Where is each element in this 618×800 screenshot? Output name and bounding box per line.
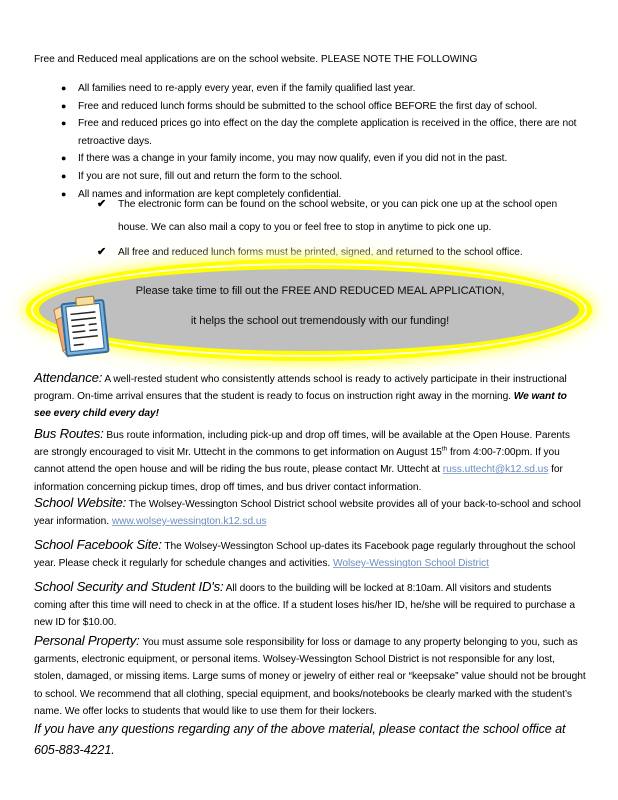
section-emphasis: We want to see every child every day! [34, 391, 567, 420]
check-icon: ✔ [97, 246, 107, 258]
list-item [34, 193, 574, 239]
list-item-text: Free and reduced prices go into effect on the day the complete application is received in the office, there are not retroactive days. [78, 118, 577, 147]
callout-line-1: Please take time to fill out the FREE AND REDUCED MEAL APPLICATION, [135, 285, 505, 297]
section-body: Bus route information, including pick-up and drop off times, will be available at the Open House. Parents are strongly encouraged to visit Mr. Uttecht in the commons to get information on August 15 [34, 430, 570, 459]
meal-application-callout [26, 259, 592, 361]
section-personal-property [34, 632, 586, 720]
bullet-icon: ● [61, 118, 67, 129]
section-body: The Wolsey-Wessington School up-dates its Facebook page regularly throughout the school year. Please check it regularly for schedule changes and activities. [34, 541, 576, 570]
section-bus-routes [34, 425, 586, 496]
section-school-website [34, 494, 586, 530]
section-heading: Attendance: [34, 370, 103, 385]
facebook-link[interactable]: Wolsey-Wessington School District [332, 558, 489, 570]
section-body: All doors to the building will be locked at 8:10am. All visitors and students coming after this time will need to check in at the office. If a student loses his/her ID, he/she will be required to purchase a new ID for $10.00. [34, 583, 575, 629]
section-heading: School Facebook Site: [34, 537, 162, 552]
closing-paragraph: If you have any questions regarding any of the above material, please contact the school office at 605-883-4221. [34, 722, 566, 757]
date-superscript: th [441, 445, 448, 453]
list-item [34, 168, 586, 186]
list-item-text: The electronic form can be found on the school website, or you can pick one up at the school open house. We can also mail a copy to you or feel free to stop in anytime to pick one up. [118, 199, 558, 233]
section-body: You must assume sole responsibility for loss or damage to any property belonging to you, such as garments, electronic equipment, or personal items. Wolsey-Wessington School District is not responsible for any lost, stolen, damaged, or missing items. Large sums of money or jewelry of either real or “keepsake” value should not be brought to school. We recommend that all clothing, special equipment, and books/notebooks be clearly marked with the student’s name. We offer locks to students that would like to use them for their lockers. [34, 637, 586, 717]
section-school-facebook [34, 536, 586, 572]
bullet-icon: ● [61, 100, 67, 111]
list-item-text: If there was a change in your family income, you may now qualify, even if you did not in the past. [78, 153, 508, 165]
bullet-icon: ● [61, 170, 67, 181]
section-attendance [34, 369, 586, 423]
section-heading: Personal Property: [34, 633, 140, 648]
website-link[interactable]: www.wolsey-wessington.k12.sd.us [111, 516, 267, 528]
section-heading: School Security and Student ID's: [34, 579, 224, 594]
list-item [34, 98, 586, 116]
list-item [34, 150, 586, 168]
list-item-text: All names and information are kept completely confidential. [78, 188, 342, 200]
list-item-text: All families need to re-apply every year, even if the family qualified last year. [78, 83, 416, 94]
bullet-icon: ● [61, 83, 67, 93]
section-school-security [34, 578, 586, 632]
bullet-icon: ● [61, 188, 67, 199]
list-item-text: If you are not sure, fill out and return the form to the school. [78, 170, 343, 182]
section-body-3: for information concerning pickup times, drop off times, and bus driver contact information. [34, 464, 563, 493]
section-heading: Bus Routes: [34, 426, 104, 441]
section-body-2: from 4:00-7:00pm. If you cannot attend the open house and will be riding the bus route, please contact Mr. Uttecht at [34, 447, 560, 476]
list-item-text: All free and reduced lunch forms must be printed, signed, and returned to the school office. [118, 247, 523, 258]
notes-check-list [34, 193, 574, 266]
list-item [34, 80, 586, 98]
section-heading: School Website: [34, 495, 127, 510]
callout-line-2: it helps the school out tremendously with our funding! [190, 315, 450, 327]
list-item [34, 115, 586, 150]
check-icon: ✔ [97, 198, 107, 210]
notes-bullet-list [34, 80, 586, 203]
section-body: The Wolsey-Wessington School District school website provides all of your back-to-school and school year information. [34, 499, 581, 528]
intro-paragraph: Free and Reduced meal applications are on the school website. PLEASE NOTE THE FOLLOWING [34, 54, 478, 65]
section-body: A well-rested student who consistently attends school is ready to actively participate in their instructional program. On-time arrival ensures that the student is ready to focus on instruction right away in the morning. [34, 374, 567, 403]
list-item-text: Free and reduced lunch forms should be submitted to the school office BEFORE the first day of school. [78, 100, 538, 112]
callout-text [86, 276, 554, 336]
email-link[interactable]: russ.uttecht@k12.sd.us [442, 464, 549, 476]
bullet-icon: ● [61, 153, 67, 164]
